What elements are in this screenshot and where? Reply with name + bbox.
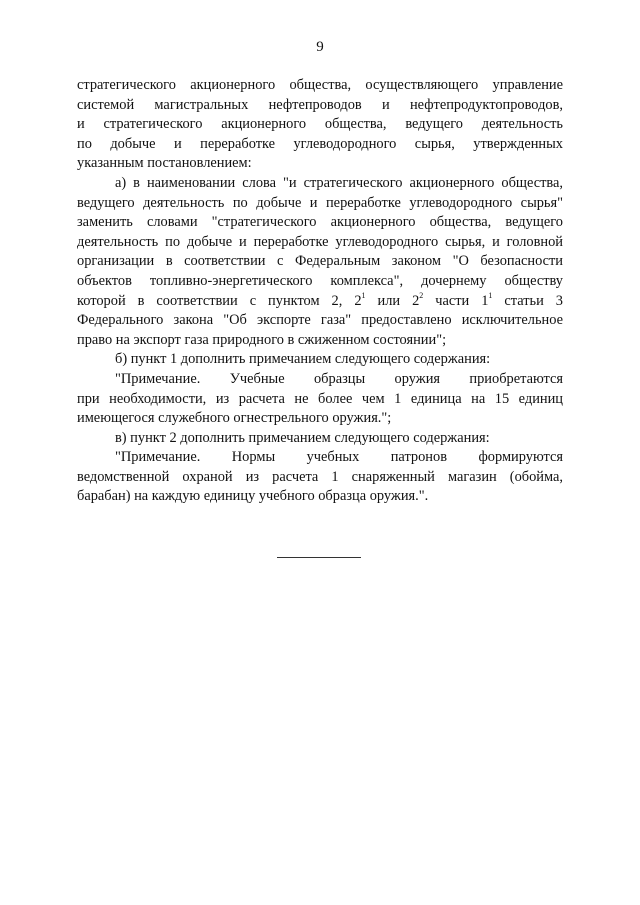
page-number: 9: [316, 39, 324, 55]
text-line: при необходимости, из расчета не более чем 1 единица на 15 единиц: [77, 390, 563, 407]
text-line: имеющегося служебного огнестрельного оружия.";: [77, 410, 392, 427]
text-line: указанным постановлением:: [77, 155, 252, 172]
text-line: ведомственной охраной из расчета 1 снаряженный магазин (обойма,: [77, 468, 563, 485]
text-line: стратегического акционерного общества, осуществляющего управление: [77, 77, 563, 93]
text-line: ведущего деятельность по добыче и переработке углеводородного сырья": [77, 194, 563, 211]
text-line: по добыче и переработке углеводородного сырья, утвержденных: [77, 135, 563, 152]
text-fragment: или 2: [365, 292, 420, 309]
text-line: объектов топливно-энергетического комплекса", дочернему обществу: [77, 272, 563, 289]
superscript: 1: [488, 291, 493, 301]
text-line: заменить словами "стратегического акционерного общества, ведущего: [77, 214, 563, 231]
superscript: 1: [361, 291, 366, 301]
text-line: системой магистральных нефтепроводов и нефтепродуктопроводов,: [77, 96, 563, 113]
document-body: [77, 76, 563, 507]
text-line: Федерального закона "Об экспорте газа" предоставлено исключительное: [77, 312, 563, 329]
text-line: организации в соответствии с Федеральным законом "О безопасности: [77, 253, 563, 270]
text-line: "Примечание. Учебные образцы оружия приобретаются: [115, 370, 563, 387]
text-line: "Примечание. Нормы учебных патронов формируются: [115, 449, 563, 466]
text-fragment: которой в соответствии с пунктом 2, 2: [77, 292, 362, 309]
text-fragment: части 1: [423, 292, 489, 309]
text-fragment: статьи 3: [492, 292, 563, 309]
text-line: б) пункт 1 дополнить примечанием следующего содержания:: [115, 351, 491, 368]
text-line: а) в наименовании слова "и стратегического акционерного общества,: [115, 174, 563, 191]
text-line: право на экспорт газа природного в сжиженном состоянии";: [77, 331, 447, 348]
text-line: деятельность по добыче и переработке углеводородного сырья, и головной: [77, 233, 563, 250]
end-rule: [277, 557, 361, 558]
text-line: в) пункт 2 дополнить примечанием следующего содержания:: [115, 429, 490, 446]
superscript: 2: [419, 291, 424, 301]
text-line: [77, 292, 563, 312]
text-line: и стратегического акционерного общества, ведущего деятельность: [77, 116, 563, 133]
text-line: барабан) на каждую единицу учебного образца оружия.".: [77, 488, 429, 505]
